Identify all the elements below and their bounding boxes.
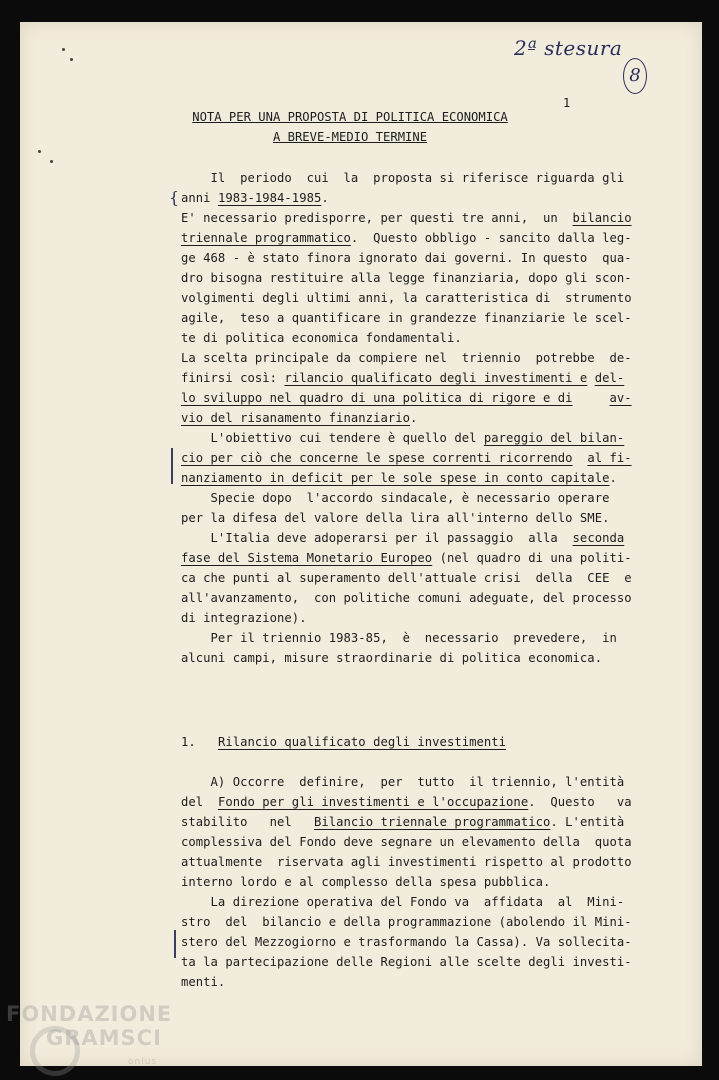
- text-segment: (nel quadro di una politi-: [432, 551, 632, 565]
- text-segment: interno lordo e al complesso della spesa pubblica.: [181, 875, 551, 889]
- text-line: [181, 935, 632, 949]
- text-line: [181, 591, 632, 605]
- text-line: [181, 271, 632, 285]
- text-line: [181, 631, 617, 645]
- text-line: [181, 171, 624, 185]
- underlined-text: Rilancio qualificato degli investimenti: [217, 735, 507, 749]
- text-segment: per la difesa del valore della lira all'interno dello SME.: [181, 511, 610, 525]
- text-segment: . Questo va: [528, 795, 632, 809]
- page-number: 1: [563, 96, 571, 110]
- underlined-text: av-: [609, 391, 632, 405]
- underlined-text: cio per ciò che concerne le spese correnti ricorrendo: [181, 451, 573, 465]
- text-segment: E' necessario predisporre, per questi tre anni, un: [181, 211, 573, 225]
- underlined-text: nanziamento in deficit per le sole spese in conto capitale: [181, 471, 610, 485]
- text-line: [181, 651, 602, 665]
- text-line: [181, 571, 632, 585]
- paper-mark: [62, 48, 65, 51]
- text-line: [181, 855, 632, 869]
- text-segment: Specie dopo l'accordo sindacale, è necessario operare: [181, 491, 610, 505]
- text-segment: ge 468 - è stato finora ignorato dai governi. In questo qua-: [181, 251, 632, 265]
- text-line: [181, 511, 609, 525]
- text-segment: attualmente riservata agli investimenti rispetto al prodotto: [181, 855, 632, 869]
- text-segment: . Questo obbligo - sancito dalla leg-: [350, 231, 632, 245]
- text-segment: La direzione operativa del Fondo va affidata al Mini-: [181, 895, 625, 909]
- text-segment: [587, 371, 594, 385]
- text-line: [181, 551, 632, 565]
- text-line: [181, 795, 632, 809]
- text-segment: del: [181, 795, 218, 809]
- underlined-text: bilancio: [572, 211, 632, 225]
- text-segment: ca che punti al superamento dell'attuale crisi della CEE e: [181, 571, 632, 585]
- underlined-text: 1983-1984-1985: [217, 191, 322, 205]
- text-segment: [573, 391, 610, 405]
- underlined-text: lo sviluppo nel quadro di una politica di rigore e di: [181, 391, 573, 405]
- text-segment: finirsi così:: [181, 371, 285, 385]
- text-line: [181, 411, 417, 425]
- text-segment: dro bisogna restituire alla legge finanziaria, dopo gli scon-: [181, 271, 632, 285]
- text-segment: all'avanzamento, con politiche comuni adeguate, del processo: [181, 591, 632, 605]
- margin-line-mark: [174, 930, 176, 958]
- paper-mark: [50, 160, 53, 163]
- text-segment: alcuni campi, misure straordinarie di politica economica.: [181, 651, 603, 665]
- underlined-text: pareggio del bilan-: [483, 431, 625, 445]
- underlined-text: al fi-: [587, 451, 632, 465]
- text-line: [181, 491, 609, 505]
- text-line: [181, 875, 550, 889]
- text-line: [181, 955, 632, 969]
- text-segment: ta la partecipazione delle Regioni alle scelte degli investi-: [181, 955, 632, 969]
- text-line: [181, 815, 624, 829]
- text-segment: L'Italia deve adoperarsi per il passaggio alla: [181, 531, 573, 545]
- text-segment: .: [609, 471, 617, 485]
- text-line: [181, 611, 307, 625]
- text-line: [181, 211, 632, 225]
- document-title-line-1: NOTA PER UNA PROPOSTA DI POLITICA ECONOMICA: [192, 110, 508, 124]
- watermark-line-2: GRAMSCI: [46, 1026, 162, 1050]
- text-segment: . L'entità: [550, 815, 625, 829]
- text-segment: Il periodo cui la proposta si riferisce riguarda gli: [181, 171, 625, 185]
- underlined-text: triennale programmatico: [181, 231, 351, 245]
- text-line: [181, 331, 462, 345]
- text-segment: .: [410, 411, 418, 425]
- watermark-line-1: FONDAZIONE: [6, 1002, 173, 1026]
- text-line: [181, 975, 225, 989]
- text-line: [181, 391, 632, 405]
- text-segment: 1.: [181, 735, 218, 749]
- text-line: [181, 895, 624, 909]
- underlined-text: vio del risanamento finanziario: [181, 411, 411, 425]
- underlined-text: rilancio qualificato degli investimenti e: [284, 371, 588, 385]
- text-segment: Per il triennio 1983-85, è necessario prevedere, in: [181, 631, 617, 645]
- text-segment: A) Occorre definire, per tutto il triennio, l'entità: [181, 775, 625, 789]
- underlined-text: del-: [594, 371, 625, 385]
- paper-mark: [70, 58, 73, 61]
- text-segment: .: [321, 191, 329, 205]
- paper-mark: [38, 150, 41, 153]
- text-line: [181, 291, 632, 305]
- document-title-line-2: A BREVE-MEDIO TERMINE: [272, 130, 428, 144]
- text-line: [181, 775, 624, 789]
- text-segment: te di politica economica fondamentali.: [181, 331, 462, 345]
- margin-brace-mark: {: [169, 188, 180, 207]
- margin-line-mark: [171, 448, 173, 484]
- text-line: [181, 835, 632, 849]
- text-segment: anni: [181, 191, 218, 205]
- text-line: [181, 251, 632, 265]
- text-line: [181, 311, 632, 325]
- text-segment: [573, 451, 588, 465]
- text-segment: di integrazione).: [181, 611, 307, 625]
- circled-page-number: 8: [623, 58, 647, 94]
- text-line: [181, 531, 624, 545]
- text-line: [181, 471, 617, 485]
- text-line: [181, 371, 624, 385]
- underlined-text: Bilancio triennale programmatico: [313, 815, 551, 829]
- text-line: [181, 191, 329, 205]
- underlined-text: Fondo per gli investimenti e l'occupazione: [217, 795, 529, 809]
- text-line: [181, 451, 632, 465]
- text-segment: complessiva del Fondo deve segnare un elevamento della quota: [181, 835, 632, 849]
- text-segment: agile, teso a quantificare in grandezze finanziarie le scel-: [181, 311, 632, 325]
- watermark-logo: [30, 1026, 80, 1076]
- handwritten-note: 2ª stesura: [514, 36, 623, 60]
- text-line: [181, 431, 624, 445]
- text-segment: La scelta principale da compiere nel triennio potrebbe de-: [181, 351, 632, 365]
- text-segment: menti.: [181, 975, 226, 989]
- text-segment: stabilito nel: [181, 815, 314, 829]
- text-segment: stero del Mezzogiorno e trasformando la Cassa). Va sollecita-: [181, 935, 632, 949]
- text-segment: stro del bilancio e della programmazione (abolendo il Mini-: [181, 915, 632, 929]
- text-segment: L'obiettivo cui tendere è quello del: [181, 431, 484, 445]
- text-line: [181, 231, 632, 245]
- text-line: [181, 351, 632, 365]
- text-segment: volgimenti degli ultimi anni, la caratteristica di strumento: [181, 291, 632, 305]
- watermark-small: onlus: [128, 1057, 158, 1067]
- underlined-text: fase del Sistema Monetario Europeo: [181, 551, 433, 565]
- underlined-text: seconda: [572, 531, 625, 545]
- text-line: [181, 915, 632, 929]
- section-heading: [181, 735, 506, 749]
- archive-watermark: [6, 1002, 172, 1074]
